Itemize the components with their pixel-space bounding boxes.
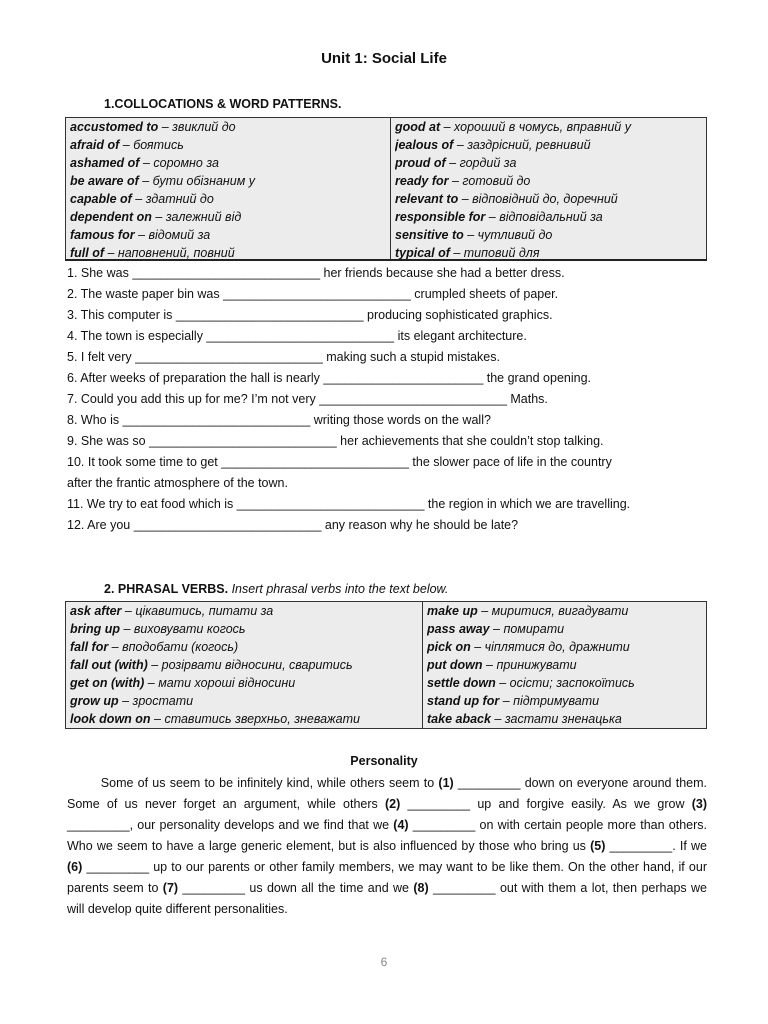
vocab-term: dependent on (70, 210, 152, 224)
section2-heading-title: 2. PHRASAL VERBS. (104, 582, 229, 596)
vocab-row (395, 208, 702, 226)
vocab-definition: – звиклий до (158, 120, 236, 134)
vocab-term: jealous of (395, 138, 454, 152)
vocab-row (70, 208, 386, 226)
vocab-term: full of (70, 246, 105, 259)
gap-number: (3) (691, 797, 707, 811)
vocab-term: famous for (70, 228, 135, 242)
vocab-definition: – підтримувати (499, 694, 600, 708)
exercise-line: 8. Who is ___________________________ writing those words on the wall? (67, 413, 491, 427)
vocab-row (70, 710, 418, 728)
personality-title: Personality (350, 754, 418, 768)
vocab-term: accustomed to (70, 120, 159, 134)
vocab-definition: – осісти; заспокоїтись (495, 676, 635, 690)
vocab-row (395, 118, 702, 136)
vocab-row (70, 674, 418, 692)
text-segment: _________ up and forgive easily. As we grow (400, 797, 692, 811)
vocab-term: make up (427, 604, 478, 618)
vocab-term: good at (395, 120, 441, 134)
vocab-definition: – заздрісний, ревнивий (453, 138, 591, 152)
text-segment: _________ down on everyone around them. Some of us never forget an argument, while others (67, 776, 707, 811)
vocab-definition: – цікавитись, питати за (121, 604, 274, 618)
vocab-term: get on (with) (70, 676, 145, 690)
vocab-row (395, 136, 702, 154)
vocab-term: capable of (70, 192, 132, 206)
vocab-definition: – бути обізнаним у (138, 174, 256, 188)
vocab-row (395, 172, 702, 190)
vocab-definition: – помирати (489, 622, 565, 636)
vocab-definition: – чутливий до (463, 228, 553, 242)
gap-number: (5) (590, 839, 606, 853)
vocab-row (427, 638, 702, 656)
vocab-definition: – залежний від (151, 210, 242, 224)
vocab-term: typical of (395, 246, 450, 259)
text-segment: _________ up to our parents or other family members, we may want to be like them. On the other hand, if our parents seem to (67, 860, 707, 895)
vocab-term: put down (427, 658, 483, 672)
vocab-term: fall for (70, 640, 109, 654)
page-number: 6 (380, 955, 388, 969)
vocab-row (427, 692, 702, 710)
vocab-definition: – готовий до (448, 174, 531, 188)
exercise-line: 4. The town is especially ___________________________ its elegant architecture. (67, 329, 527, 343)
vocab-row (395, 244, 702, 259)
vocab-row (70, 244, 386, 259)
vocab-term: stand up for (427, 694, 500, 708)
vocab-definition: – соромно за (139, 156, 219, 170)
vocab-row (395, 154, 702, 172)
gap-number: (6) (67, 860, 83, 874)
gap-number: (2) (385, 797, 401, 811)
vocab-definition: – чіплятися до, дражнити (470, 640, 630, 654)
vocab-term: bring up (70, 622, 120, 636)
vocab-term: relevant to (395, 192, 459, 206)
vocab-row (395, 190, 702, 208)
vocab-term: look down on (70, 712, 151, 726)
exercise-line: 5. I felt very ___________________________ making such a stupid mistakes. (67, 350, 500, 364)
exercise-line: 1. She was ___________________________ her friends because she had a better dress. (67, 266, 565, 280)
vocab-term: be aware of (70, 174, 139, 188)
text-segment: _________ on with certain people more than others. Who we seem to have a large generic element, but is also influenced by those who bring us (67, 818, 707, 853)
text-segment: _________, our personality develops and we find that we (67, 818, 394, 832)
vocab-term: settle down (427, 676, 496, 690)
text-segment: _________ us down all the time and we (178, 881, 414, 895)
gap-number: (8) (413, 881, 429, 895)
vocab-term: sensitive to (395, 228, 464, 242)
gap-number: (4) (393, 818, 409, 832)
vocab-definition: – хороший в чомусь, вправний у (440, 120, 631, 134)
vocab-definition: – гордий за (445, 156, 517, 170)
vocab-term: ready for (395, 174, 449, 188)
vocab-definition: – боятись (119, 138, 184, 152)
vocab-term: fall out (with) (70, 658, 148, 672)
vocab-term: afraid of (70, 138, 120, 152)
gap-number: (7) (162, 881, 179, 895)
vocab-term: proud of (395, 156, 446, 170)
vocab-definition: – наповнений, повний (104, 246, 235, 259)
vocab-row (427, 674, 702, 692)
vocab-row (70, 226, 386, 244)
vocab-definition: – відповідний до, доречний (458, 192, 618, 206)
personality-text (67, 773, 707, 920)
exercise-line: 11. We try to eat food which is ___________________________ the region in which we are travelling. (67, 497, 631, 511)
exercise-line: 7. Could you add this up for me? I’m not very ___________________________ Maths. (67, 392, 548, 406)
phrasal-verbs-table (65, 601, 707, 729)
vocab-definition: – розірвати відносини, сваритись (147, 658, 353, 672)
exercise-line: 2. The waste paper bin was ___________________________ crumpled sheets of paper. (67, 287, 559, 301)
vocab-row (70, 656, 418, 674)
vocab-term: ashamed of (70, 156, 140, 170)
text-segment: Some of us seem to be infinitely kind, while others seem to (67, 776, 439, 790)
vocab-row (70, 620, 418, 638)
collocation-exercises (67, 263, 712, 536)
vocab-row (70, 154, 386, 172)
vocab-row (427, 602, 702, 620)
collocations-left-column (66, 118, 391, 261)
gap-number: (1) (438, 776, 454, 790)
vocab-definition: – зростати (118, 694, 194, 708)
exercise-line: 6. After weeks of preparation the hall is nearly _______________________ the grand opening. (67, 371, 592, 385)
vocab-definition: – відомий за (134, 228, 211, 242)
vocab-row (70, 118, 386, 136)
exercise-line: 12. Are you ___________________________ any reason why he should be late? (67, 518, 519, 532)
vocab-definition: – застати зненацька (490, 712, 622, 726)
vocab-term: pick on (427, 640, 471, 654)
exercise-line: 3. This computer is ___________________________ producing sophisticated graphics. (67, 308, 553, 322)
vocab-row (70, 602, 418, 620)
section1-heading: 1.COLLOCATIONS & WORD PATTERNS. (104, 97, 342, 111)
vocab-definition: – відповідальний за (485, 210, 603, 224)
vocab-row (427, 620, 702, 638)
text-segment: _________. If we (605, 839, 707, 853)
vocab-row (70, 172, 386, 190)
vocab-row (427, 710, 702, 728)
vocab-definition: – мати хороші відносини (144, 676, 296, 690)
vocab-definition: – миритися, вигадувати (477, 604, 629, 618)
vocab-definition: – принижувати (482, 658, 577, 672)
phrasal-verbs-right-column (423, 602, 707, 729)
vocab-row (70, 638, 418, 656)
collocations-table (65, 117, 707, 261)
vocab-row (70, 190, 386, 208)
vocab-definition: – вподобати (когось) (108, 640, 239, 654)
section2-heading (104, 582, 448, 596)
page-title: Unit 1: Social Life (321, 50, 447, 67)
section2-heading-instruction: Insert phrasal verbs into the text below. (228, 582, 449, 596)
exercise-line: after the frantic atmosphere of the town. (67, 476, 288, 490)
vocab-term: responsible for (395, 210, 486, 224)
vocab-row (70, 136, 386, 154)
vocab-term: take aback (427, 712, 491, 726)
vocab-definition: – ставитись зверхньо, зневажати (150, 712, 360, 726)
vocab-term: pass away (427, 622, 490, 636)
vocab-definition: – виховувати когось (120, 622, 246, 636)
vocab-row (395, 226, 702, 244)
vocab-row (70, 692, 418, 710)
vocab-term: ask after (70, 604, 122, 618)
vocab-row (427, 656, 702, 674)
text-segment: _________ out with them a lot, then perhaps we will develop quite different personalities. (67, 881, 708, 916)
phrasal-verbs-left-column (66, 602, 423, 729)
exercise-line: 9. She was so ___________________________ her achievements that she couldn’t stop talking. (67, 434, 604, 448)
collocations-right-column (391, 118, 707, 261)
vocab-term: grow up (70, 694, 119, 708)
exercise-line: 10. It took some time to get ___________________________ the slower pace of life in the country (67, 455, 612, 469)
vocab-definition: – типовий для (449, 246, 540, 259)
vocab-definition: – здатний до (131, 192, 214, 206)
